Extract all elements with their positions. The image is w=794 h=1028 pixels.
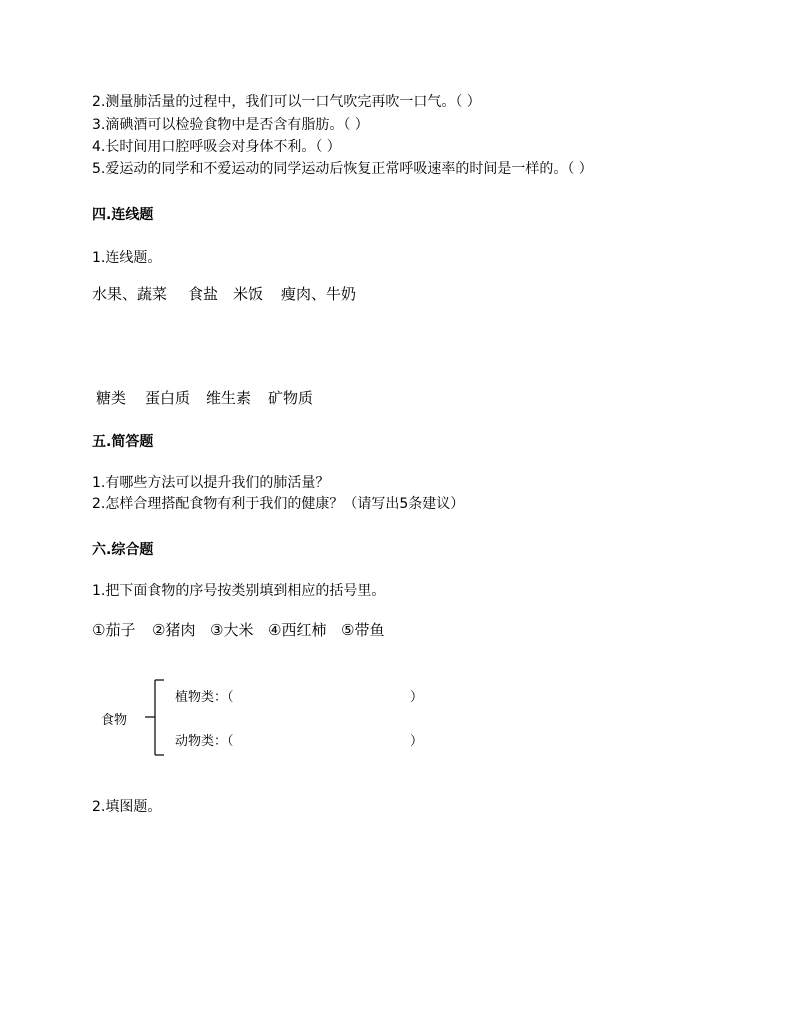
brace-icon (140, 675, 170, 760)
diagram-root-label: 食物 (101, 713, 128, 728)
judge-item-4: 4.长时间用口腔呼吸会对身体不利。（ ） (92, 139, 341, 155)
nutrient-sugar: 糖类 (96, 389, 127, 407)
comprehensive-q1: 1.把下面食物的序号按类别填到相应的括号里。 (92, 583, 386, 599)
judge-item-3: 3.滴碘酒可以检验食物中是否含有脂肪。（ ） (92, 117, 369, 133)
food-item-rice: 米饭 (233, 285, 264, 303)
food-option-2: ②猪肉 (152, 621, 196, 639)
nutrient-mineral: 矿物质 (268, 389, 314, 407)
food-option-1: ①茄子 (92, 621, 136, 639)
animal-category-label: 动物类：（ (175, 734, 234, 749)
matching-question: 1.连线题。 (92, 250, 162, 266)
animal-category-close: ） (410, 734, 424, 749)
plant-category-label: 植物类：（ (175, 690, 234, 705)
judge-item-5: 5.爱运动的同学和不爱运动的同学运动后恢复正常呼吸速率的时间是一样的。（ ） (92, 161, 593, 177)
short-answer-q2: 2.怎样合理搭配食物有利于我们的健康？（请写出5条建议） (92, 496, 465, 512)
section-title-matching: 四.连线题 (92, 207, 154, 223)
section-title-comprehensive: 六.综合题 (92, 542, 154, 558)
judge-item-2: 2.测量肺活量的过程中，我们可以一口气吹完再吹一口气。（ ） (92, 94, 481, 110)
food-option-5: ⑤带鱼 (341, 621, 385, 639)
food-option-4: ④西红柿 (268, 621, 327, 639)
comprehensive-q2: 2.填图题。 (92, 799, 162, 815)
nutrient-vitamin: 维生素 (206, 389, 252, 407)
food-item-fruit-veg: 水果、蔬菜 (92, 285, 168, 303)
food-item-meat-milk: 瘦肉、牛奶 (281, 285, 357, 303)
plant-category-close: ） (410, 690, 424, 705)
section-title-short-answer: 五.简答题 (92, 434, 154, 450)
short-answer-q1: 1.有哪些方法可以提升我们的肺活量？ (92, 475, 330, 491)
food-option-3: ③大米 (210, 621, 254, 639)
food-item-salt: 食盐 (188, 285, 219, 303)
nutrient-protein: 蛋白质 (145, 389, 191, 407)
